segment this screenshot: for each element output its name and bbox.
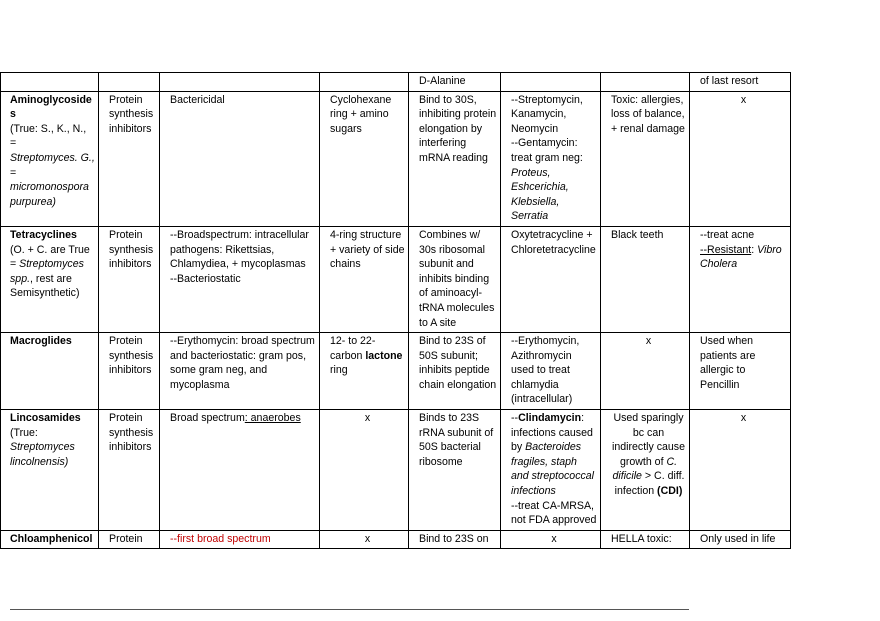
structure-cell — [320, 333, 409, 410]
example-text: Clindamycin — [518, 412, 582, 425]
drug-class-cell — [1, 226, 99, 332]
examples-cell: Oxytetracycline + Chloretetracycline — [501, 226, 601, 332]
structure-cell: Cyclohexane ring + amino sugars — [320, 91, 409, 226]
action-cell: Bactericidal — [160, 91, 320, 226]
toxicity-cell: x — [601, 333, 690, 410]
mechanism-cell: Bind to 30S, inhibiting protein elongation by interfering mRNA reading — [409, 91, 501, 226]
examples-cell — [501, 410, 601, 531]
examples-cell: --Erythomycin, Azithromycin used to treat chlamydia (intracellular) — [501, 333, 601, 410]
action-text: --Broadspectrum: intracellular pathogens: Rikettsias, Chlamydiea, + mycoplasmas — [170, 228, 309, 271]
example-text: --Streptomycin, Kanamycin, Neomycin — [511, 93, 583, 135]
toxicity-cell: Toxic: allergies, loss of balance, + renal damage — [601, 91, 690, 226]
drug-class-note: , rest are Semisynthetic) — [10, 272, 80, 300]
notes-text: Vibro Cholera — [700, 243, 782, 271]
cell — [99, 73, 160, 92]
notes-cell: Only used in life — [690, 530, 791, 549]
examples-cell: x — [501, 530, 601, 549]
action-cell: --first broad spectrum — [160, 530, 320, 549]
table-row — [1, 226, 791, 332]
category-cell: Protein synthesis inhibitors — [99, 333, 160, 410]
category-cell: Protein synthesis inhibitors — [99, 226, 160, 332]
structure-text: 12- to 22-carbon — [330, 335, 376, 362]
cell — [320, 73, 409, 92]
action-text: --Bacteriostatic — [170, 272, 241, 285]
drug-class-note: (O. + C. are True — [10, 243, 90, 256]
action-text: Broad spectrum — [170, 412, 245, 425]
notes-cell: x — [690, 91, 791, 226]
toxicity-cell: Black teeth — [601, 226, 690, 332]
category-cell: Protein synthesis inhibitors — [99, 410, 160, 531]
example-text: --treat CA-MRSA, not FDA approved — [511, 499, 597, 527]
mechanism-cell: Bind to 23S of 50S subunit; inhibits peptide chain elongation — [409, 333, 501, 410]
table-row — [1, 530, 791, 549]
drug-class-note: (True: S., K., N., = — [10, 122, 87, 150]
structure-text: ring — [330, 364, 348, 377]
drug-class-name: Tetracyclines — [10, 228, 77, 241]
cell — [1, 73, 99, 92]
notes-cell: x — [690, 410, 791, 531]
drug-class-note: Streptomyces. G., — [10, 151, 95, 164]
table-row — [1, 333, 791, 410]
drug-class-cell — [1, 91, 99, 226]
cell: of last resort — [690, 73, 791, 92]
drug-class-cell — [1, 410, 99, 531]
table-row — [1, 410, 791, 531]
example-text: -- — [511, 412, 519, 425]
footnote-separator — [10, 609, 689, 610]
notes-text: --Resistant — [700, 243, 752, 256]
notes-cell — [690, 226, 791, 332]
notes-text: --treat acne — [700, 228, 755, 241]
table-row — [1, 91, 791, 226]
antibiotic-table — [0, 72, 791, 549]
example-text: Proteus, Eshcerichia, Klebsiella, Serratia — [511, 166, 569, 223]
toxicity-text: (CDI) — [657, 485, 683, 498]
table-row — [1, 73, 791, 92]
toxicity-text: > C. diff. infection — [614, 470, 685, 498]
toxicity-text: C. diﬁcile — [612, 455, 678, 483]
mechanism-cell: Binds to 23S rRNA subunit of 50S bacterial ribosome — [409, 410, 501, 531]
action-cell — [160, 226, 320, 332]
structure-cell: x — [320, 410, 409, 531]
example-text: Bacteroides fragiles, staph and streptococcal infections — [511, 441, 595, 498]
drug-class-name: Chloamphenicol — [1, 530, 99, 549]
example-text: : infections caused by — [511, 412, 593, 454]
action-cell: --Erythomycin: broad spectrum and bacteriostatic: gram pos, some gram neg, and mycoplasma — [160, 333, 320, 410]
drug-class-note: = — [10, 166, 17, 179]
action-text: : anaerobes — [244, 412, 301, 425]
drug-class-note: Streptomyces lincolnensis) — [10, 441, 75, 468]
toxicity-cell: HELLA toxic: — [601, 530, 690, 549]
cell: D-Alanine — [409, 73, 501, 92]
cell — [501, 73, 601, 92]
drug-class-name: Lincosamides — [10, 412, 81, 425]
drug-class-name: Aminoglycosides — [10, 93, 92, 121]
drug-class-name: Macroglides — [1, 333, 99, 410]
toxicity-text: Used sparingly bc can indirectly cause growth of — [611, 412, 685, 468]
structure-cell: x — [320, 530, 409, 549]
category-cell: Protein — [99, 530, 160, 549]
mechanism-cell: Combines w/ 30s ribosomal subunit and inhibits binding of aminoacyl-tRNA molecules to A site — [409, 226, 501, 332]
example-text: --Gentamycin: treat gram neg: — [511, 137, 583, 164]
cell — [160, 73, 320, 92]
cell — [601, 73, 690, 92]
action-cell — [160, 410, 320, 531]
drug-class-note: = — [10, 258, 20, 271]
notes-text: : — [751, 243, 758, 256]
toxicity-cell — [601, 410, 690, 531]
examples-cell — [501, 91, 601, 226]
mechanism-cell: Bind to 23S on — [409, 530, 501, 549]
structure-text: lactone — [365, 349, 403, 362]
drug-class-note: Streptomyces spp. — [10, 258, 84, 285]
drug-class-note: purpurea) — [10, 195, 56, 208]
notes-cell: Used when patients are allergic to Pencillin — [690, 333, 791, 410]
structure-cell: 4-ring structure + variety of side chains — [320, 226, 409, 332]
category-cell: Protein synthesis inhibitors — [99, 91, 160, 226]
drug-class-note: (True: — [10, 426, 38, 439]
drug-class-note: micromonospora — [10, 181, 89, 194]
